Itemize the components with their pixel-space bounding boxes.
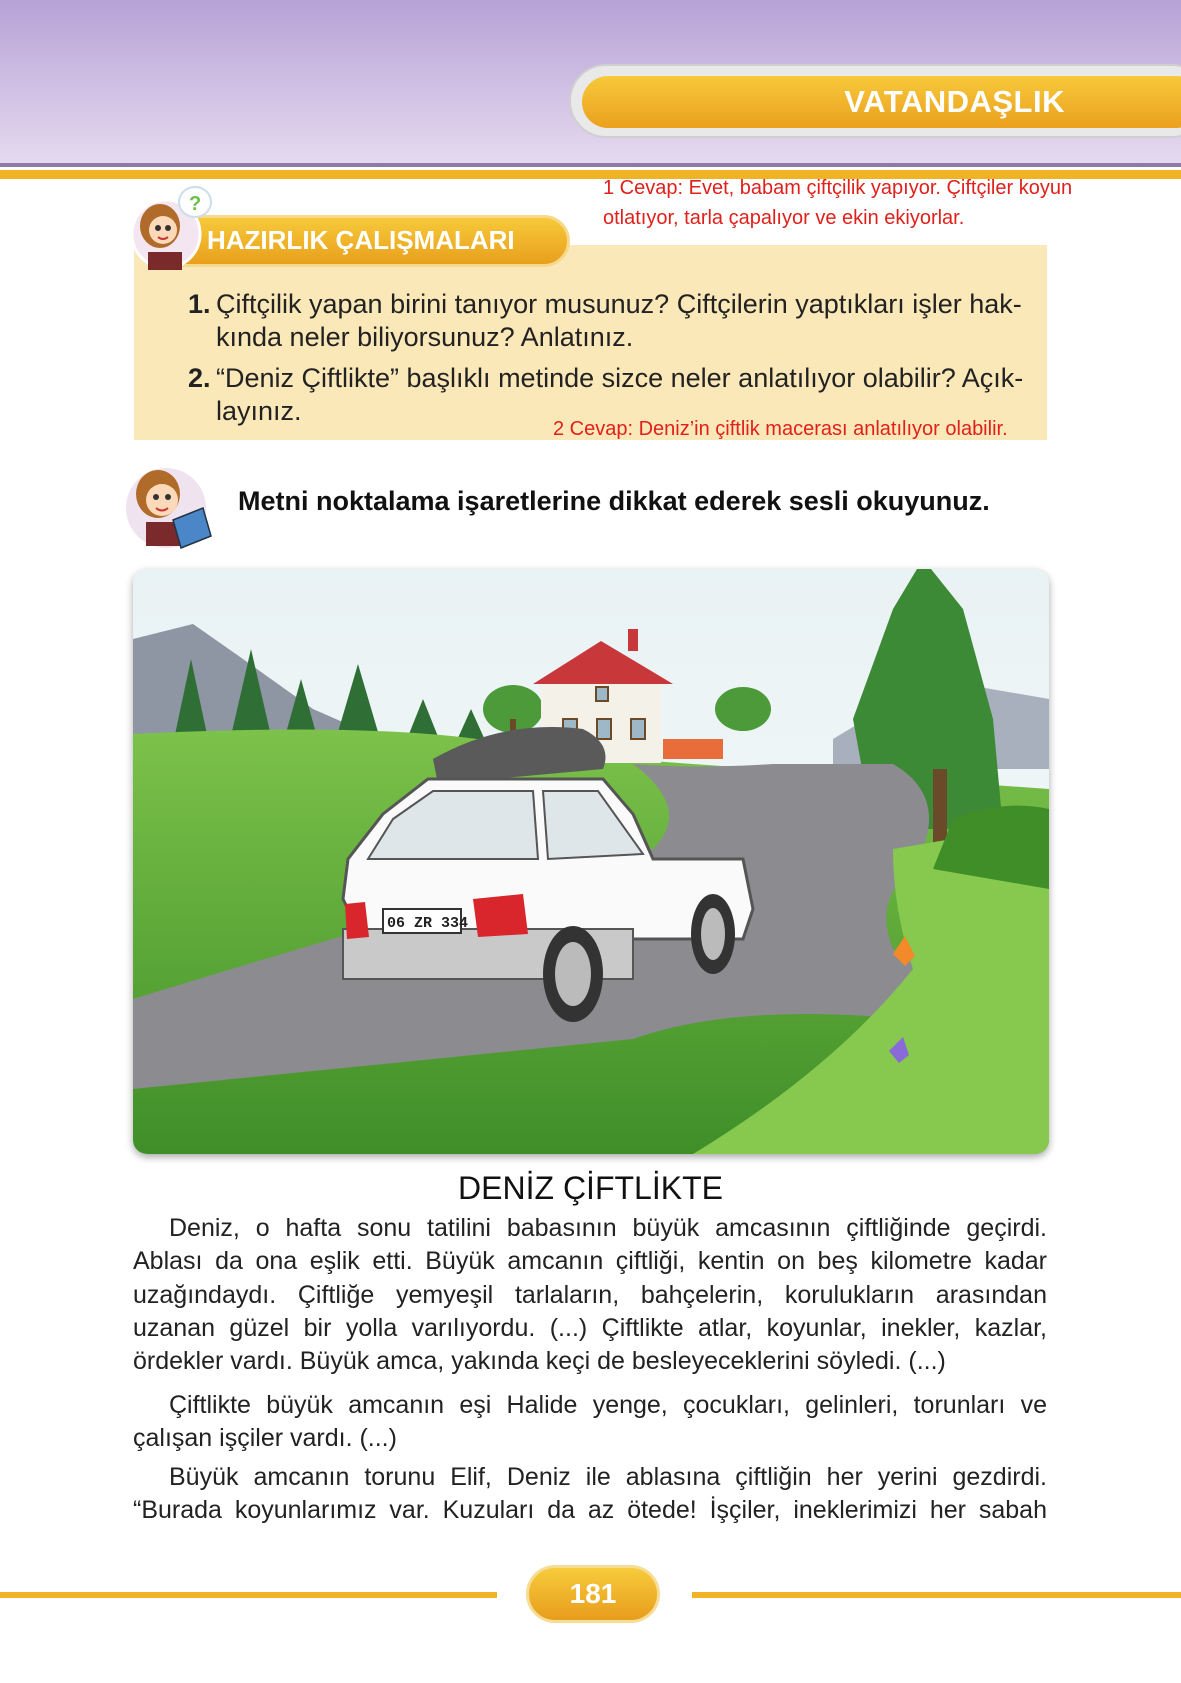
story-paragraph: [133, 1389, 1047, 1456]
text-line: uzağındaydı. Çiftliğe yemyeşil tarlaların, bahçelerin, korulukların arasından: [133, 1280, 1047, 1309]
question-text: kında neler biliyorsunuz? Anlatınız.: [216, 322, 634, 352]
svg-text:?: ?: [189, 193, 202, 215]
question-text: layınız.: [216, 396, 302, 426]
question-1: [188, 288, 1022, 354]
page-number: 181: [526, 1565, 660, 1623]
preparation-badge-label: HAZIRLIK ÇALIŞMALARI: [207, 225, 515, 255]
reading-girl-icon: [118, 460, 228, 552]
text-line: uzanan güzel bir yolla varılıyordu. (...) Çiftlikte atlar, koyunlar, inekler, kazlar,: [133, 1313, 1047, 1342]
question-text: Çiftçilik yapan birini tanıyor musunuz? Çiftçilerin yaptıkları işler hak-: [216, 289, 1022, 319]
story-paragraph: [133, 1461, 1047, 1528]
footer-rule-right: [692, 1592, 1181, 1598]
header-divider: [0, 163, 1181, 167]
question-text: “Deniz Çiftlikte” başlıklı metinde sizce neler anlatılıyor olabilir? Açık-: [216, 363, 1024, 393]
text-line: ördekler vardı. Büyük amca, yakında keçi de besleyeceklerini söyledi. (...): [133, 1347, 946, 1376]
footer-rule-left: [0, 1592, 497, 1598]
text-line: çalışan işçiler vardı. (...): [133, 1424, 397, 1453]
story-paragraph: [133, 1212, 1047, 1378]
farm-road-illustration: [133, 569, 1049, 1154]
answer-2: 2 Cevap: Deniz’in çiftlik macerası anlatılıyor olabilir.: [553, 418, 1008, 440]
text-line: Deniz, o hafta sonu tatilini babasının büyük amcasının çiftliğinde geçirdi.: [169, 1214, 1047, 1242]
text-line: Çiftlikte büyük amcanın eşi Halide yenge, çocukları, gelinleri, torunları ve: [169, 1391, 1047, 1419]
thinking-girl-icon: [118, 182, 218, 272]
question-number: 2.: [188, 363, 211, 393]
answer-1-line: 1 Cevap: Evet, babam çiftçilik yapıyor. Çiftçiler koyun: [603, 177, 1073, 199]
section-title: VATANDAŞLIK: [844, 84, 1065, 119]
question-number: 1.: [188, 289, 211, 319]
text-line: Büyük amcanın torunu Elif, Deniz ile ablasına çiftliğin her yerini gezdirdi.: [169, 1463, 1047, 1491]
svg-text:06 ZR 334: 06 ZR 334: [387, 915, 469, 932]
text-line: “Burada koyunlarımız var. Kuzuları da az ötede! İşçiler, ineklerimizi her sabah: [133, 1496, 1047, 1525]
answer-1-line: otlatıyor, tarla çapalıyor ve ekin ekiyorlar.: [603, 207, 965, 229]
story-title: DENİZ ÇİFTLİKTE: [458, 1170, 723, 1206]
reading-instruction: Metni noktalama işaretlerine dikkat ederek sesli okuyunuz.: [238, 486, 990, 516]
text-line: Ablası da ona eşlik etti. Büyük amcanın çiftliği, kentin on beş kilometre kadar: [133, 1247, 1047, 1276]
answer-1: [603, 173, 1072, 233]
